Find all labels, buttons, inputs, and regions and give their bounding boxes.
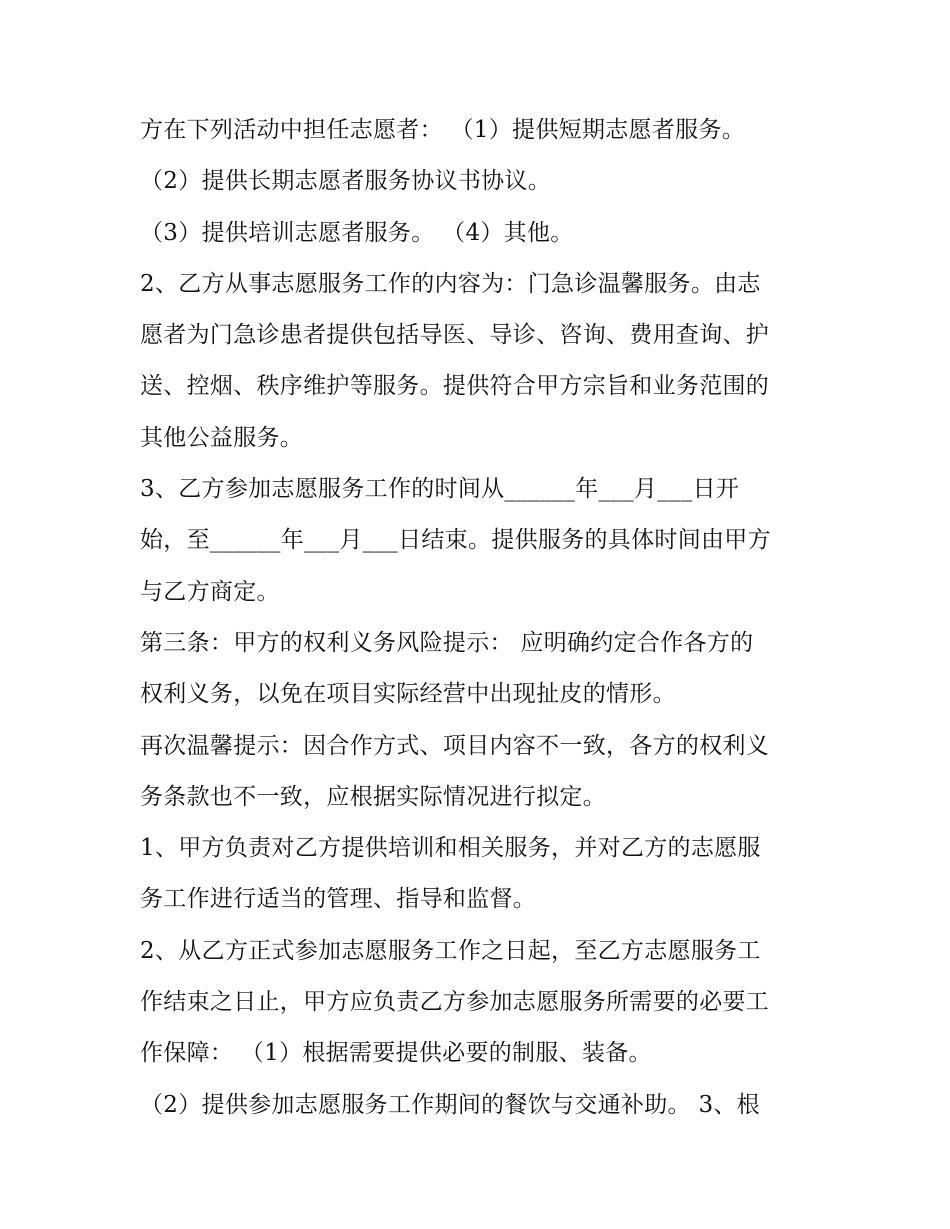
text-line: （3）提供培训志愿者服务。 （4）其他。 — [140, 219, 574, 246]
text-line: 作结束之日止，甲方应负责乙方参加志愿服务所需要的必要工 — [140, 989, 770, 1016]
text-line: 愿者为门急诊患者提供包括导医、导诊、咨询、费用查询、护 — [140, 322, 770, 349]
text-line: 2、从乙方正式参加志愿服务工作之日起，至乙方志愿服务工 — [140, 937, 761, 964]
body-text — [140, 109, 830, 1135]
text-line: 1、甲方负责对乙方提供培训和相关服务，并对乙方的志愿服 — [140, 835, 761, 862]
text-line: 务条款也不一致，应根据实际情况进行拟定。 — [140, 783, 606, 810]
text-line: 始，至______年___月___日结束。提供服务的具体时间由甲方 — [140, 527, 771, 554]
text-line: 再次温馨提示：因合作方式、项目内容不一致，各方的权利义 — [140, 732, 770, 759]
text-line: 第三条：甲方的权利义务风险提示： 应明确约定合作各方的 — [140, 629, 754, 656]
text-line: 与乙方商定。 — [140, 578, 280, 605]
text-line: 3、乙方参加志愿服务工作的时间从______年___月___日开 — [140, 476, 740, 503]
text-line: 权利义务，以免在项目实际经营中出现扯皮的情形。 — [140, 681, 676, 708]
text-line: 务工作进行适当的管理、指导和监督。 — [140, 886, 537, 913]
text-line: （2）提供长期志愿者服务协议书协议。 — [140, 168, 552, 195]
text-line: 方在下列活动中担任志愿者： （1）提供短期志愿者服务。 — [140, 117, 746, 143]
text-line: 送、控烟、秩序维护等服务。提供符合甲方宗旨和业务范围的 — [140, 373, 770, 400]
text-line: 2、乙方从事志愿服务工作的内容为：门急诊温馨服务。由志 — [140, 270, 761, 297]
text-line: 其他公益服务。 — [140, 424, 304, 451]
text-line: （2）提供参加志愿服务工作期间的餐饮与交通补助。 3、根 — [140, 1091, 760, 1118]
text-line: 作保障： （1）根据需要提供必要的制服、装备。 — [140, 1040, 652, 1067]
